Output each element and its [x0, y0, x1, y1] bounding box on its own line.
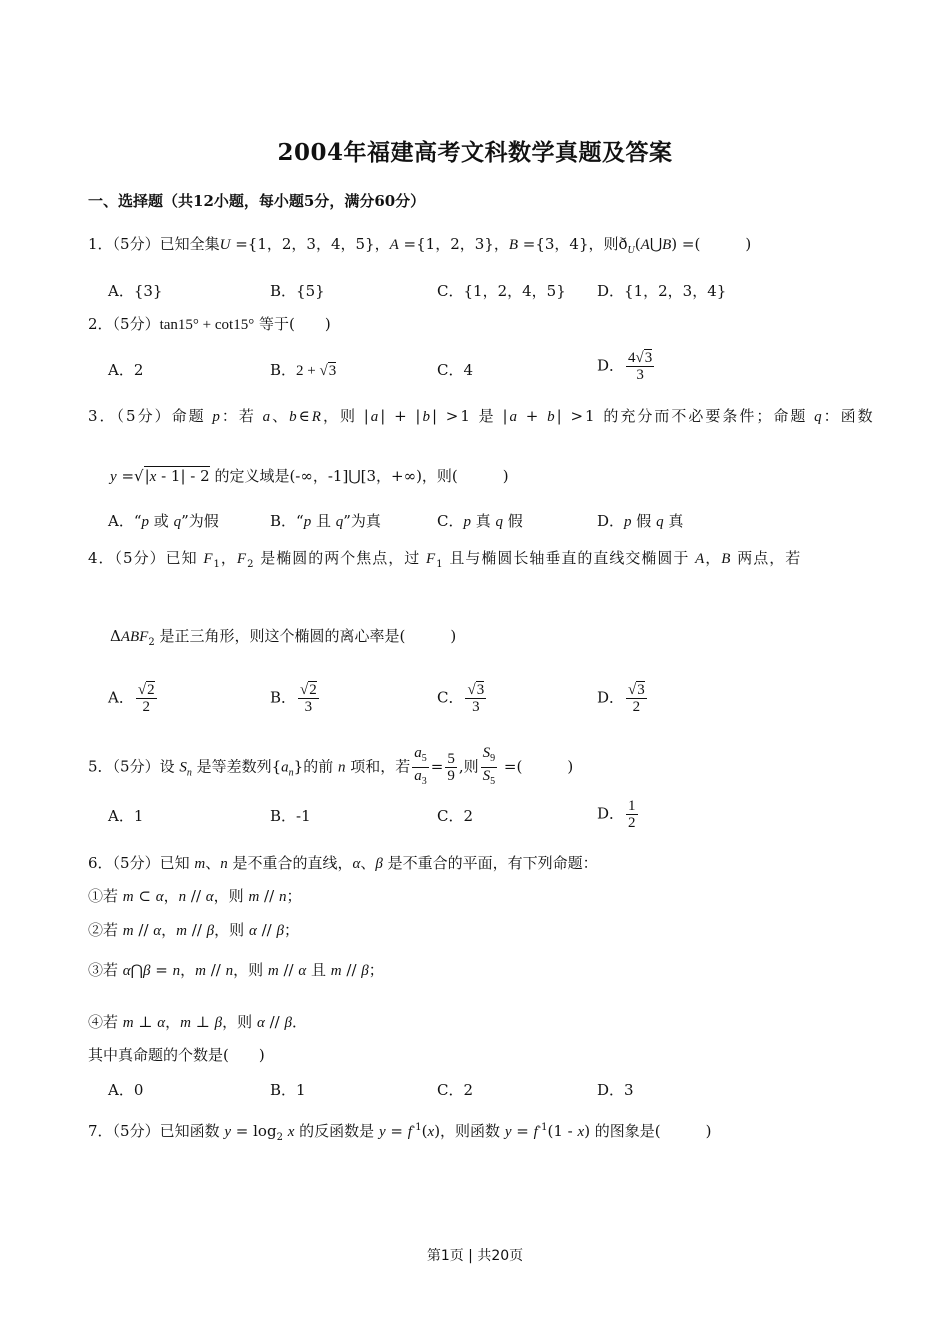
question-6-proposition-3: ③若 α⋂β = n，m // n，则 m // α 且 m // β； [88, 961, 384, 979]
question-1-option-c: C．{1，2，4，5} [437, 282, 566, 300]
question-3-option-d: D．p 假 q 真 [597, 512, 684, 530]
question-6-option-a: A．0 [108, 1081, 144, 1099]
page-footer: 第1页 | 共20页 [426, 1248, 524, 1264]
question-3-stem-line-2: y =√|x - 1| - 2 的定义域是(-∞，-1]⋃[3，+∞)，则( ) [110, 467, 509, 485]
question-3-option-a: A．“p 或 q”为假 [108, 512, 219, 530]
question-1-option-d: D．{1，2，3，4} [597, 282, 727, 300]
section-heading: 一、选择题（共12小题，每小题5分，满分60分） [88, 192, 426, 210]
question-4-option-a: A． $\frac{√2}{2}$ [108, 682, 155, 715]
question-2-option-b: B．2 + √3 [270, 361, 337, 379]
question-2-option-a: A．2 [108, 361, 144, 379]
question-6-proposition-4: ④若 m ⊥ α，m ⊥ β，则 α // β． [88, 1013, 307, 1031]
question-6-option-b: B．1 [270, 1081, 306, 1099]
question-2-stem: 2．（5分）tan15° + cot15° 等于( ) [88, 315, 331, 333]
question-1-option-b: B．{5} [270, 282, 325, 300]
question-4-option-d: D． $\frac{√3}{2}$ [597, 682, 645, 715]
question-6-proposition-1: ①若 m ⊂ α，n // α，则 m // n； [88, 887, 302, 905]
question-2-option-c: C．4 [437, 361, 474, 379]
question-4-stem-line-2: $\Delta ABF_2$ 是正三角形，则这个椭圆的离心率是( ) [110, 627, 457, 648]
question-5-stem: 5．（5分）设 $S_n$ 是等差数列$\{a_n\}$的前 n 项和，若 $\frac{a_5}{a_3}$ = $\frac{5}{9}$ ,则 $\frac{S_9}{S_5}$ =( ) [88, 745, 574, 787]
question-3-stem-line-1: 3．（5分）命题 p：若 a、b∈R，则 |a| + |b| >1 是 |a + b| >1 的充分而不必要条件；命题 q：函数 [88, 407, 875, 425]
question-6-proposition-2: ②若 m // α，m // β，则 α // β； [88, 921, 299, 939]
question-6-stem: 6．（5分）已知 m、n 是不重合的直线，α、β 是不重合的平面，有下列命题： [88, 854, 598, 872]
question-1-stem: 1．（5分）已知全集U ={1，2，3，4，5}，A ={1，2，3}，B ={3，4}，则$ð_U(A⋃B)$ =( ) [88, 235, 752, 256]
question-5-option-a: A．1 [108, 807, 144, 825]
question-6-option-c: C．2 [437, 1081, 474, 1099]
question-4-option-c: C． $\frac{√3}{3}$ [437, 682, 485, 715]
question-2-option-d: D． $\frac{4√3}{3}$ [597, 350, 653, 383]
question-4-stem-line-1: 4．（5分）已知 $F_1$，$F_2$ 是椭圆的两个焦点，过 $F_1$ 且与椭圆长轴垂直的直线交椭圆于 A，B 两点，若 [88, 549, 802, 570]
question-4-option-b: B． $\frac{√2}{3}$ [270, 682, 317, 715]
question-3-option-b: B．“p 且 q”为真 [270, 512, 381, 530]
question-7-stem: 7．（5分）已知函数 $y = \log_2 x$ 的反函数是 $y = f^{-1}(x)$，则函数 $y = f^{-1}(1 - x)$ 的图象是( ) [88, 1122, 712, 1143]
question-1-option-a: A．{3} [108, 282, 163, 300]
question-5-option-d: D． $\frac{1}{2}$ [597, 798, 636, 831]
question-6-ask: 其中真命题的个数是( ) [88, 1046, 265, 1064]
question-5-option-b: B．-1 [270, 807, 311, 825]
question-5-option-c: C．2 [437, 807, 474, 825]
question-6-option-d: D．3 [597, 1081, 634, 1099]
question-3-option-c: C．p 真 q 假 [437, 512, 523, 530]
page-title: 2004年福建高考文科数学真题及答案 [277, 139, 673, 166]
